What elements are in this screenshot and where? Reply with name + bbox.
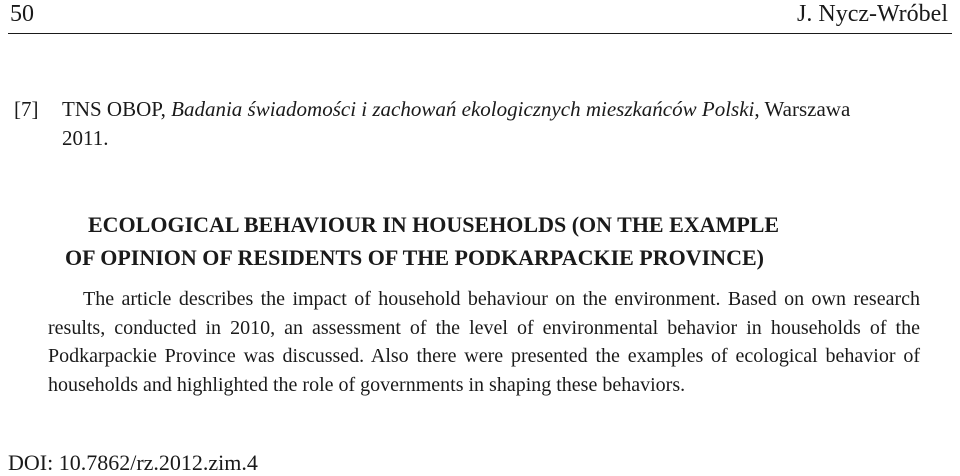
reference-label: [7] — [14, 97, 39, 121]
reference-place: , Warszawa — [754, 97, 851, 121]
header-rule — [8, 33, 952, 34]
page-number: 50 — [10, 1, 34, 27]
paper-title-line-2: OF OPINION OF RESIDENTS OF THE PODKARPACKIE PROVINCE) — [65, 245, 764, 270]
paper-title — [0, 208, 960, 274]
reference-org: TNS OBOP, — [62, 97, 166, 121]
abstract-paragraph: The article describes the impact of household behaviour on the environment. Based on own research results, conducted in 2010, an assessment of the level of environmental behavior in households of the Podkarpackie Province was discussed. Also there were presented the examples of ecological behavior of households and highlighted the role of governments in shaping these behaviors. — [48, 288, 920, 396]
reference-body — [62, 95, 949, 124]
reference-year: 2011. — [62, 126, 109, 150]
running-header — [0, 0, 960, 32]
reference-entry — [14, 95, 949, 153]
running-author: J. Nycz-Wróbel — [797, 1, 948, 27]
reference-title: Badania świadomości i zachowań ekologicznych mieszkańców Polski — [171, 97, 755, 121]
doi: DOI: 10.7862/rz.2012.zim.4 — [8, 450, 258, 475]
paper-title-line-1: ECOLOGICAL BEHAVIOUR IN HOUSEHOLDS (ON THE EXAMPLE — [88, 212, 780, 237]
